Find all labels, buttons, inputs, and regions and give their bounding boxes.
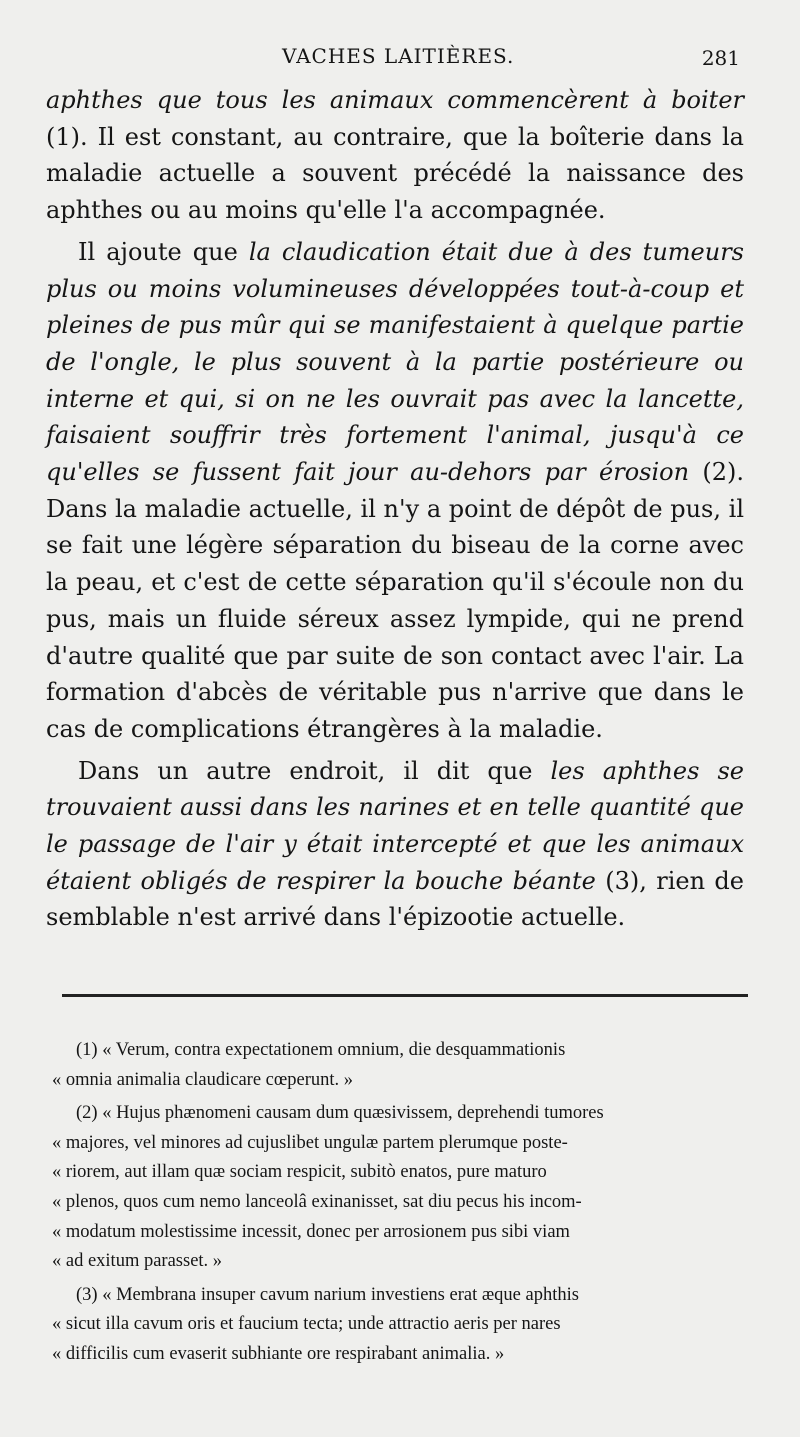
paragraph-text: Dans un autre endroit, il dit que: [78, 756, 551, 785]
paragraph: [46, 753, 744, 937]
page-number: 281: [701, 46, 740, 70]
italic-text: la claudication était due à des tumeurs plus ou moins volumineuses développées tout-à-coup et pleines de pus mûr qui se manifestaient à quelque partie de l'ongle, le plus souvent à la partie postérieure ou interne et qui, si on ne les ouvrait pas avec la lancette, faisaient souffrir très fortement l'animal, jusqu'à ce qu'elles se fussent fait jour au-dehors par érosion: [46, 237, 744, 487]
footnote: [52, 1099, 752, 1277]
footnote: [52, 1036, 752, 1095]
footnote-line: « omnia animalia claudicare cœperunt. »: [52, 1069, 354, 1090]
italic-text: les aphthes se trouvaient aussi dans les narines et en telle quantité que le passage de l'air y était intercepté et que les animaux étaient obligés de respirer la bouche béante: [46, 756, 744, 895]
footnotes: [52, 1036, 752, 1374]
main-text: [46, 82, 744, 936]
footnote-line: « modatum molestissime incessit, donec per arrosionem pus sibi viam: [52, 1221, 570, 1242]
footnote-line: « plenos, quos cum nemo lanceolâ exinanisset, sat diu pecus his incom-: [52, 1191, 582, 1212]
footnote-line: « majores, vel minores ad cujuslibet ungulæ partem plerumque poste-: [52, 1132, 568, 1153]
footnote-line: (2) « Hujus phænomeni causam dum quæsivissem, deprehendi tumores: [76, 1103, 604, 1124]
footnote-line: (1) « Verum, contra expectationem omnium, die desquammationis: [76, 1040, 566, 1060]
footnote-line: « sicut illa cavum oris et faucium tecta; unde attractio aeris per nares: [52, 1314, 561, 1335]
footnote-line: « riorem, aut illam quæ sociam respicit, subitò enatos, pure maturo: [52, 1162, 547, 1183]
footnote-line: « difficilis cum evaserit subhiante ore respirabant animalia. »: [52, 1343, 505, 1364]
italic-text: aphthes que tous les animaux commencèrent à boiter: [46, 86, 744, 114]
footnote: [52, 1281, 752, 1370]
footnote-divider: [62, 994, 748, 997]
paragraph: [46, 234, 744, 748]
paragraph-text: (1). Il est constant, au contraire, que la boîterie dans la maladie actuelle a souvent précédé la naissance des aphthes ou au moins qu'elle l'a accompagnée.: [46, 122, 744, 225]
paragraph-text: (3), rien de semblable n'est arrivé dans l'épizootie actuelle.: [46, 866, 744, 932]
running-title: VACHES LAITIÈRES.: [282, 44, 515, 68]
paragraph-continued: [46, 82, 744, 229]
page-header: [46, 44, 740, 84]
paragraph-text: Il ajoute que: [78, 237, 249, 266]
paragraph-text: (2). Dans la maladie actuelle, il n'y a point de dépôt de pus, il se fait une légère séparation du biseau de la corne avec la peau, et c'est de cette séparation qu'il s'écoule non du pus, mais un fluide séreux assez lympide, qui ne prend d'autre qualité que par suite de son contact avec l'air. La formation d'abcès de véritable pus n'arrive que dans le cas de complications étrangères à la maladie.: [46, 458, 744, 743]
footnote-line: (3) « Membrana insuper cavum narium investiens erat æque aphthis: [76, 1284, 579, 1305]
footnote-line: « ad exitum parasset. »: [52, 1251, 223, 1272]
